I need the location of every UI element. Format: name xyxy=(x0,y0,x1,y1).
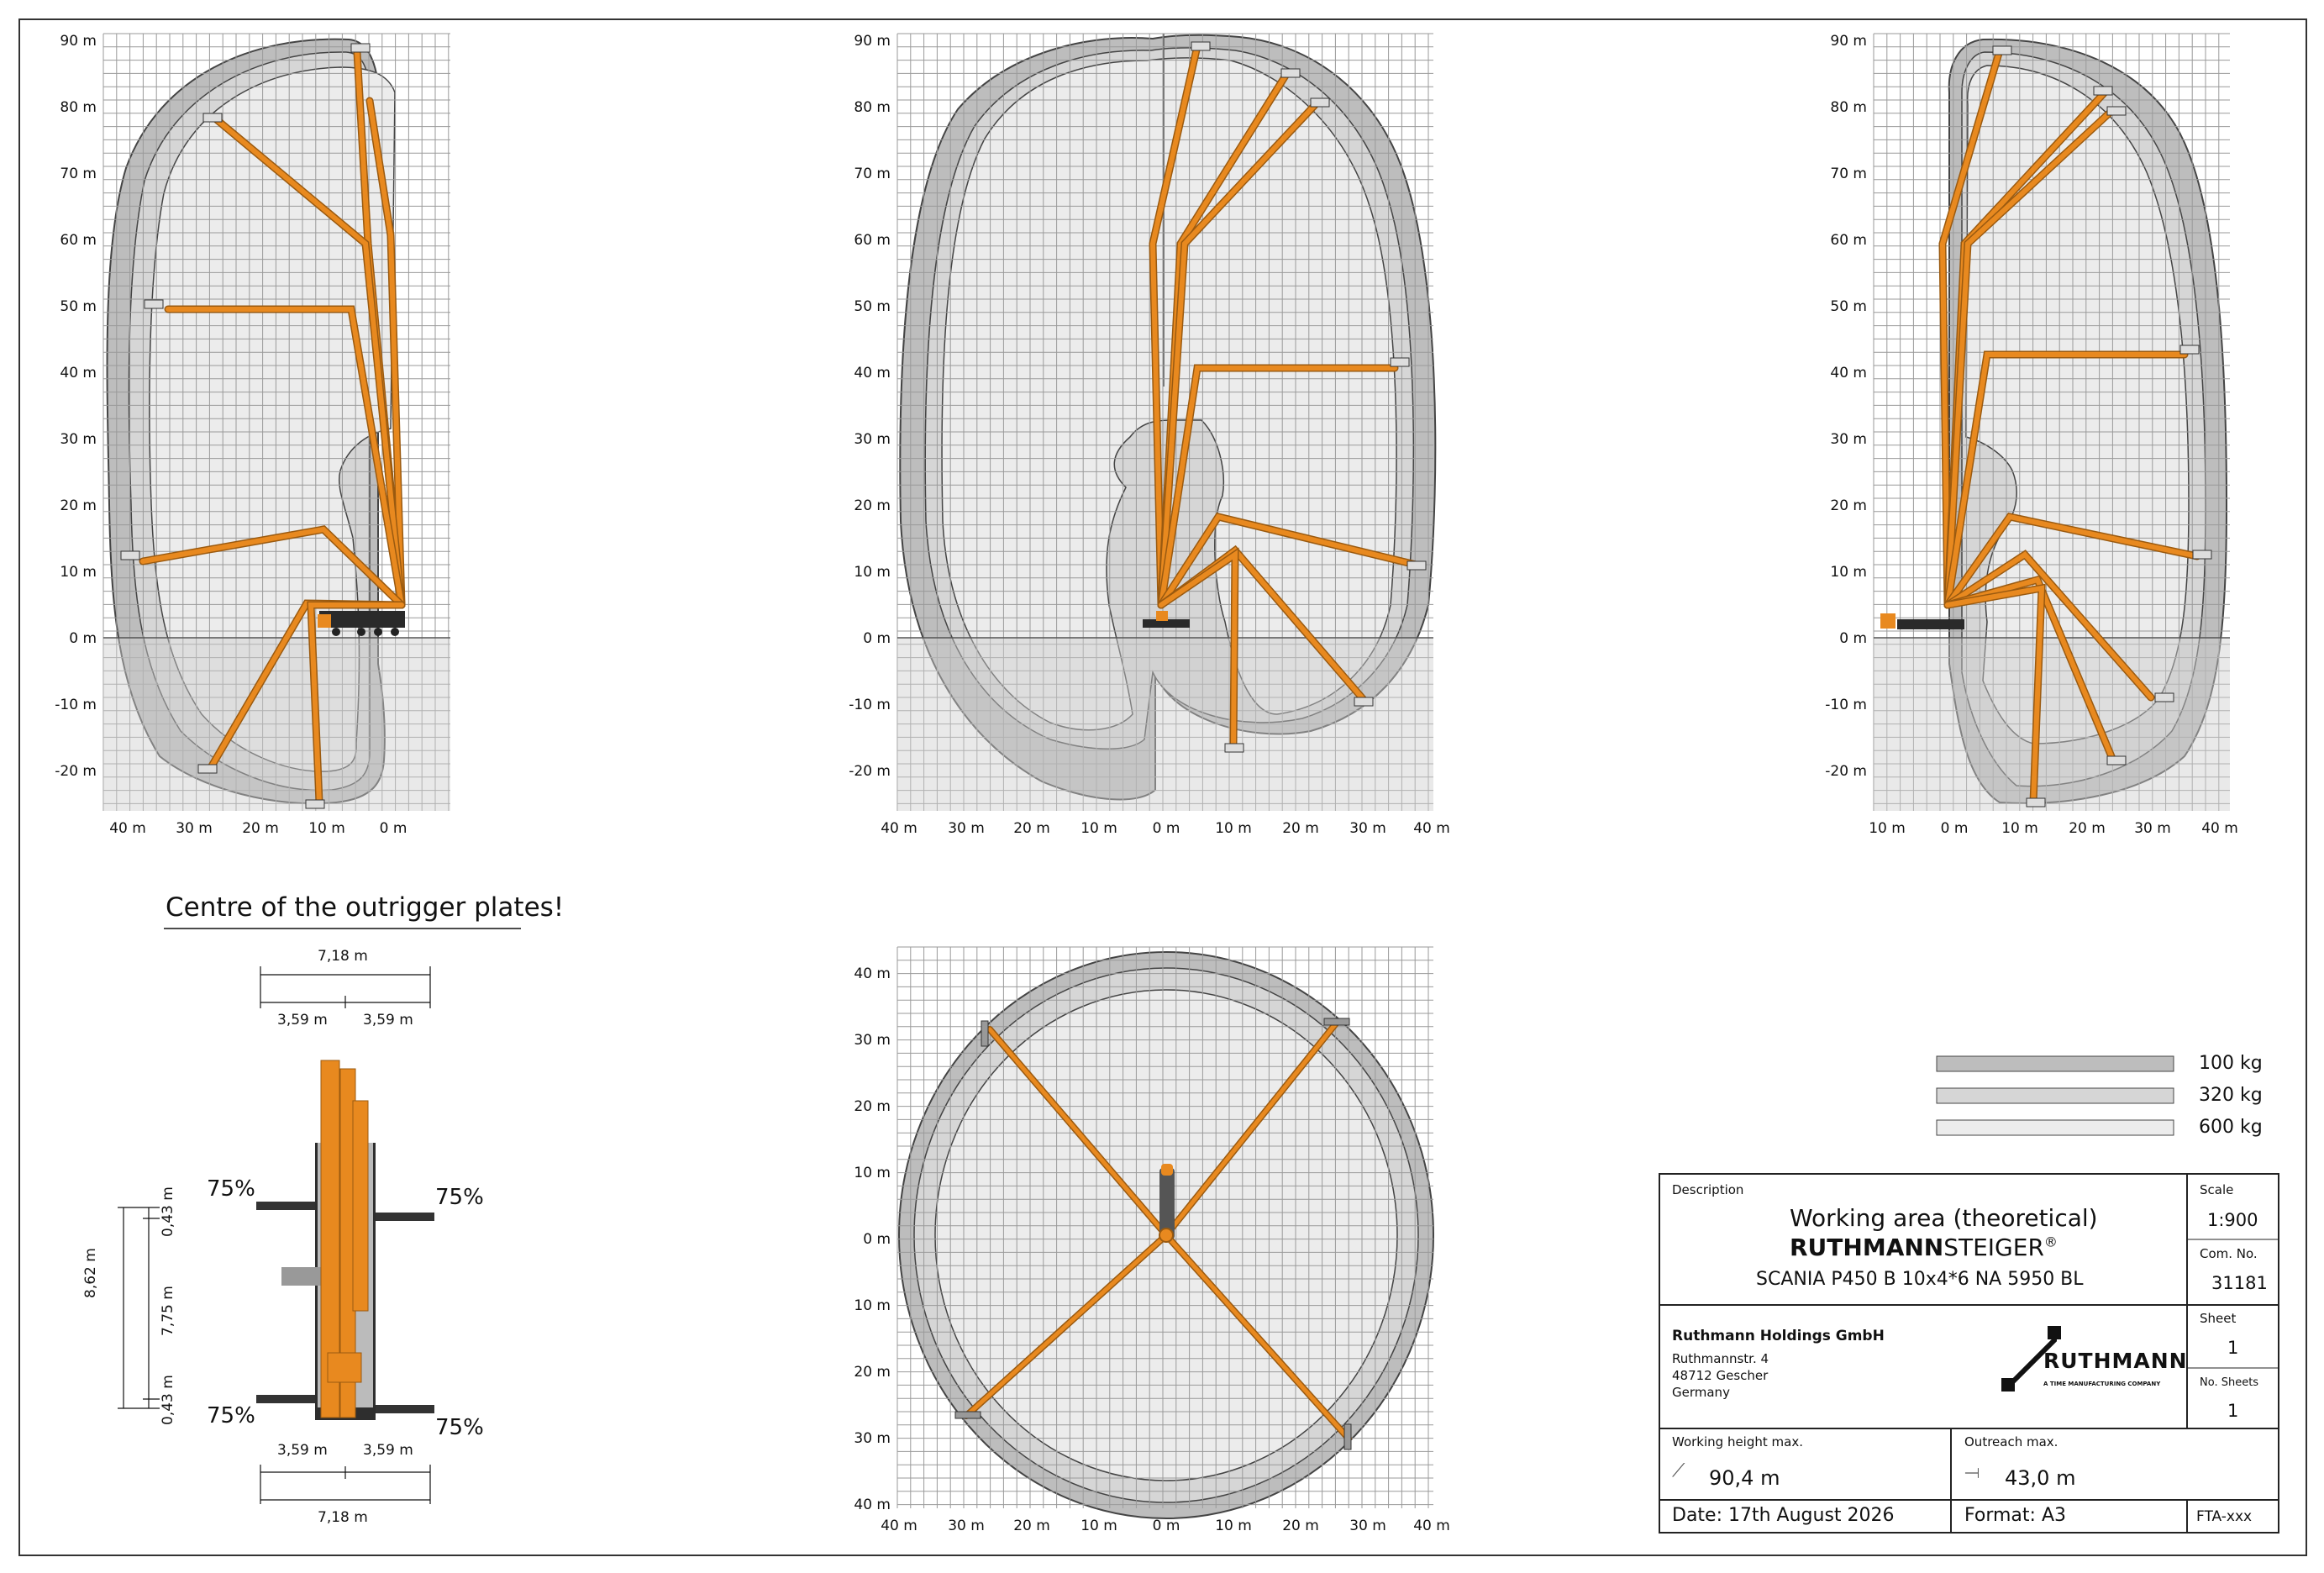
date-row xyxy=(1672,1505,1895,1526)
legend-label-100kg: 100 kg xyxy=(2199,1053,2263,1074)
y-tick-label: 20 m xyxy=(854,1098,891,1115)
x-tick-label: 10 m xyxy=(2001,820,2038,837)
y-tick-label: 40 m xyxy=(60,365,97,381)
sheet-value: 1 xyxy=(2227,1338,2239,1358)
company-name: Ruthmann Holdings GmbH xyxy=(1672,1328,1885,1344)
x-tick-label: 10 m xyxy=(1215,820,1252,837)
load-legend xyxy=(1937,1056,2174,1135)
format-label: Format: xyxy=(1964,1505,2036,1526)
x-tick-label: 40 m xyxy=(1413,820,1450,837)
y-tick-label: 0 m xyxy=(69,630,97,647)
basket-left-5 xyxy=(198,765,217,773)
outrigger-length-bottom: 0,43 m xyxy=(160,1375,176,1425)
y-tick-label: 10 m xyxy=(1830,564,1867,581)
outreach-icon: ⟞ xyxy=(1964,1462,1980,1483)
outrigger-width-total-bottom: 7,18 m xyxy=(318,1509,368,1526)
y-tick-label: 30 m xyxy=(854,1430,891,1447)
y-tick-label: 50 m xyxy=(60,298,97,315)
fta-code: FTA-xxx xyxy=(2196,1508,2253,1525)
y-tick-label: 0 m xyxy=(863,1231,891,1248)
company-country: Germany xyxy=(1672,1385,1730,1400)
sheet-label: Sheet xyxy=(2200,1311,2237,1326)
y-tick-label: 60 m xyxy=(1830,232,1867,249)
outreach-value: 43,0 m xyxy=(2005,1466,2076,1490)
y-tick-label: 0 m xyxy=(863,630,891,647)
x-tick-label: 30 m xyxy=(948,1518,985,1534)
y-tick-label: -10 m xyxy=(55,697,97,713)
y-tick-label: 30 m xyxy=(1830,431,1867,448)
title-brand xyxy=(1790,1234,2058,1261)
y-tick-label: 40 m xyxy=(854,1497,891,1513)
outreach-label: Outreach max. xyxy=(1964,1434,2058,1449)
x-tick-label: 20 m xyxy=(1282,820,1319,837)
y-tick-label: -10 m xyxy=(849,697,891,713)
y-tick-label: 20 m xyxy=(1830,497,1867,514)
x-tick-label: 10 m xyxy=(308,820,345,837)
y-tick-label: -20 m xyxy=(849,763,891,780)
x-tick-label: 20 m xyxy=(1013,820,1050,837)
y-tick-label: 70 m xyxy=(1830,166,1867,182)
y-tick-label: -20 m xyxy=(55,763,97,780)
y-tick-label: 90 m xyxy=(1830,33,1867,50)
outrigger-load-tr: 75% xyxy=(435,1185,484,1210)
x-tick-label: 0 m xyxy=(1940,820,1969,837)
company-street: Ruthmannstr. 4 xyxy=(1672,1351,1769,1366)
format-row xyxy=(1964,1505,2066,1526)
legend-label-600kg: 600 kg xyxy=(2199,1117,2263,1138)
x-tick-label: 20 m xyxy=(1013,1518,1050,1534)
y-tick-label: 60 m xyxy=(854,232,891,249)
scale-label: Scale xyxy=(2200,1182,2234,1197)
title-model: SCANIA P450 B 10x4*6 NA 5950 BL xyxy=(1756,1269,2084,1290)
x-tick-label: 10 m xyxy=(1081,820,1117,837)
y-tick-label: 20 m xyxy=(60,497,97,514)
height-label: Working height max. xyxy=(1672,1434,1803,1449)
outrigger-width-total: 7,18 m xyxy=(318,948,368,965)
outrigger-half-right-bottom: 3,59 m xyxy=(363,1442,413,1459)
title-brand-bold: RUTHMANN xyxy=(1790,1234,1944,1261)
x-tick-label: 0 m xyxy=(1152,820,1180,837)
x-tick-label: 20 m xyxy=(1282,1518,1319,1534)
y-tick-label: 0 m xyxy=(1839,630,1867,647)
legend-swatch-320kg xyxy=(1937,1088,2174,1103)
x-tick-label: 30 m xyxy=(176,820,213,837)
outrigger-load-bl: 75% xyxy=(207,1403,255,1428)
x-tick-label: 20 m xyxy=(2069,820,2106,837)
basket-left-2 xyxy=(203,113,222,122)
legend-label-320kg: 320 kg xyxy=(2199,1085,2263,1106)
y-tick-label: -20 m xyxy=(1825,763,1867,780)
outrigger-half-right-top: 3,59 m xyxy=(363,1012,413,1028)
y-tick-label: 80 m xyxy=(60,99,97,116)
y-tick-label: 50 m xyxy=(854,298,891,315)
x-tick-label: 30 m xyxy=(948,820,985,837)
y-tick-label: 70 m xyxy=(854,166,891,182)
y-tick-label: 10 m xyxy=(854,1165,891,1181)
logo-subtext: A TIME MANUFACTURING COMPANY xyxy=(2043,1381,2161,1387)
y-tick-label: 40 m xyxy=(1830,365,1867,381)
comno-label: Com. No. xyxy=(2200,1246,2258,1261)
outrigger-load-br: 75% xyxy=(435,1415,484,1440)
date-value: 17th August 2026 xyxy=(1728,1505,1895,1526)
height-value: 90,4 m xyxy=(1709,1466,1780,1490)
y-tick-label: 30 m xyxy=(854,431,891,448)
y-tick-label: 10 m xyxy=(854,1297,891,1314)
legend-swatch-100kg xyxy=(1937,1056,2174,1071)
x-tick-label: 30 m xyxy=(1349,820,1386,837)
height-icon: ⟋ xyxy=(1672,1460,1685,1481)
y-tick-label: 20 m xyxy=(854,497,891,514)
basket-left-3 xyxy=(145,300,163,308)
x-tick-label: 30 m xyxy=(2134,820,2171,837)
format-value: A3 xyxy=(2041,1505,2066,1526)
y-tick-label: 70 m xyxy=(60,166,97,182)
x-tick-label: 10 m xyxy=(1869,820,1906,837)
comno-value: 31181 xyxy=(2211,1273,2268,1293)
nosheets-value: 1 xyxy=(2227,1401,2239,1421)
working-area-side-view-left xyxy=(55,33,450,837)
company-city: 48712 Gescher xyxy=(1672,1368,1769,1383)
nosheets-label: No. Sheets xyxy=(2200,1376,2259,1389)
y-tick-label: 10 m xyxy=(60,564,97,581)
x-tick-label: 0 m xyxy=(1152,1518,1180,1534)
y-tick-label: 90 m xyxy=(60,33,97,50)
outrigger-length-top: 0,43 m xyxy=(160,1186,176,1237)
working-area-side-view-right xyxy=(1825,33,2238,837)
outrigger-half-left-bottom: 3,59 m xyxy=(277,1442,328,1459)
basket-left-6 xyxy=(306,800,324,808)
logo-text: RUTHMANN xyxy=(2043,1349,2188,1373)
title-brand-mark: ® xyxy=(2043,1234,2058,1250)
outrigger-half-left-top: 3,59 m xyxy=(277,1012,328,1028)
x-tick-label: 10 m xyxy=(1215,1518,1252,1534)
outrigger-load-tl: 75% xyxy=(207,1176,255,1202)
basket-left-1 xyxy=(351,44,370,52)
scale-value: 1:900 xyxy=(2207,1210,2258,1230)
legend-swatch-600kg xyxy=(1937,1120,2174,1135)
x-tick-label: 40 m xyxy=(881,820,918,837)
x-tick-label: 0 m xyxy=(379,820,407,837)
working-area-side-view-center xyxy=(849,33,1450,837)
y-tick-label: 10 m xyxy=(854,564,891,581)
y-tick-label: 80 m xyxy=(1830,99,1867,116)
x-tick-label: 40 m xyxy=(109,820,146,837)
x-tick-label: 40 m xyxy=(881,1518,918,1534)
outrigger-title: Centre of the outrigger plates! xyxy=(166,892,565,923)
ground-shade xyxy=(897,638,1433,811)
y-tick-label: 90 m xyxy=(854,33,891,50)
y-tick-label: 80 m xyxy=(854,99,891,116)
y-tick-label: 40 m xyxy=(854,365,891,381)
title-brand-light: STEIGER xyxy=(1943,1234,2044,1261)
x-tick-label: 40 m xyxy=(1413,1518,1450,1534)
y-tick-label: 30 m xyxy=(60,431,97,448)
basket-left-4 xyxy=(121,551,139,560)
outrigger-length-total: 8,62 m xyxy=(82,1248,99,1298)
y-tick-label: 50 m xyxy=(1830,298,1867,315)
outrigger-length-mid: 7,75 m xyxy=(160,1286,176,1336)
y-tick-label: 60 m xyxy=(60,232,97,249)
y-tick-label: 40 m xyxy=(854,965,891,982)
description-label: Description xyxy=(1672,1182,1744,1197)
y-tick-label: 30 m xyxy=(854,1032,891,1049)
date-label: Date: xyxy=(1672,1505,1722,1526)
working-area-top-view xyxy=(854,947,1449,1534)
x-tick-label: 10 m xyxy=(1081,1518,1117,1534)
y-tick-label: 20 m xyxy=(854,1364,891,1381)
x-tick-label: 20 m xyxy=(242,820,279,837)
y-tick-label: -10 m xyxy=(1825,697,1867,713)
ground-shade xyxy=(103,638,450,811)
x-tick-label: 30 m xyxy=(1349,1518,1386,1534)
title-working-area: Working area (theoretical) xyxy=(1790,1204,2098,1232)
x-tick-label: 40 m xyxy=(2201,820,2238,837)
ground-shade xyxy=(1874,638,2230,811)
